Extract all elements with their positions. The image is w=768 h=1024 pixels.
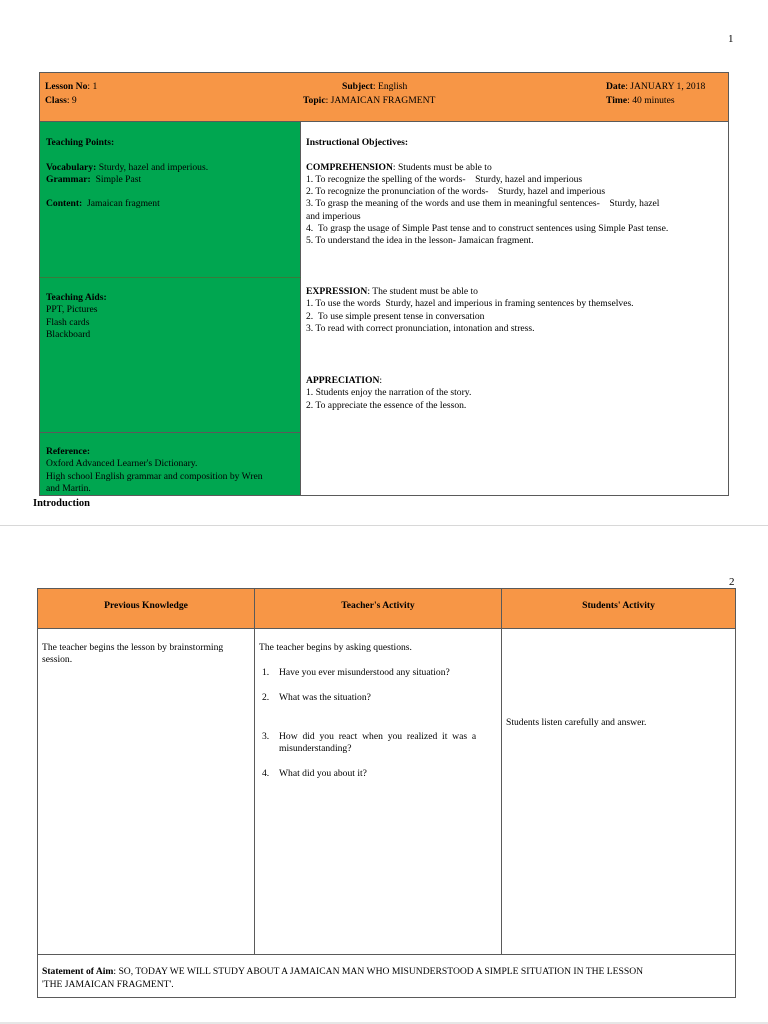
column-divider bbox=[501, 588, 502, 954]
teaching-aids bbox=[46, 292, 296, 341]
column-header-teachers-activity: Teacher's Activity bbox=[341, 600, 415, 611]
expression-label: EXPRESSION bbox=[306, 286, 368, 297]
class-label: Class bbox=[45, 95, 67, 106]
reference-item: and Martin. bbox=[46, 482, 91, 494]
column-divider bbox=[254, 588, 255, 954]
aid-item: Blackboard bbox=[46, 328, 91, 340]
lesson-no-value: : 1 bbox=[87, 81, 98, 92]
objective-item: 3. To grasp the meaning of the words and use them in meaningful sentences- Sturdy, hazel bbox=[306, 198, 660, 210]
comprehension-intro: : Students must be able to bbox=[392, 161, 492, 173]
grammar-value: Simple Past bbox=[90, 173, 142, 185]
vocabulary-value: Sturdy, hazel and imperious. bbox=[96, 161, 209, 173]
content-label: Content: bbox=[46, 198, 83, 210]
question-text: What did you about it? bbox=[279, 768, 367, 779]
question-number: 1. bbox=[262, 667, 270, 678]
topic-label: Topic bbox=[303, 95, 326, 106]
question-item bbox=[262, 768, 367, 780]
row-divider bbox=[37, 954, 736, 955]
objective-item: 2. To recognize the pronunciation of the words- Sturdy, hazel and imperious bbox=[306, 186, 606, 198]
grammar-label: Grammar: bbox=[46, 173, 91, 185]
question-item bbox=[262, 731, 477, 754]
reference-item: Oxford Advanced Learner's Dictionary. bbox=[46, 458, 198, 470]
class-value: : 9 bbox=[66, 95, 77, 106]
subject bbox=[342, 81, 407, 93]
page-number: 2 bbox=[729, 576, 735, 588]
page-number: 1 bbox=[728, 33, 734, 45]
time-label: Time bbox=[606, 95, 628, 106]
teaching-aids-title: Teaching Aids: bbox=[46, 292, 107, 303]
appreciation-objectives bbox=[306, 375, 726, 412]
introduction-heading: Introduction bbox=[33, 498, 90, 509]
question-number: 2. bbox=[262, 692, 270, 703]
teaching-points-title: Teaching Points: bbox=[46, 137, 115, 148]
question-text: Have you ever misunderstood any situation? bbox=[279, 667, 450, 678]
question-number: 4. bbox=[262, 768, 270, 779]
question-text: misunderstanding? bbox=[279, 743, 352, 754]
subject-value: : English bbox=[372, 81, 408, 92]
previous-knowledge-text bbox=[42, 642, 252, 667]
teaching-points bbox=[46, 137, 296, 211]
date-value: : JANUARY 1, 2018 bbox=[625, 81, 706, 92]
time bbox=[606, 95, 675, 107]
objectives-title: Instructional Objectives: bbox=[306, 137, 409, 148]
comprehension-label: COMPREHENSION bbox=[306, 161, 393, 173]
students-activity-text: Students listen carefully and answer. bbox=[506, 717, 647, 728]
reference-item: High school English grammar and composition by Wren bbox=[46, 470, 263, 482]
objective-item: 1. To recognize the spelling of the words- Sturdy, hazel and imperious bbox=[306, 173, 583, 185]
objective-item: 1. Students enjoy the narration of the story. bbox=[306, 387, 472, 399]
objective-item: 3. To read with correct pronunciation, intonation and stress. bbox=[306, 322, 535, 334]
class bbox=[45, 95, 77, 107]
content-value: Jamaican fragment bbox=[82, 198, 160, 210]
statement-of-aim bbox=[42, 966, 734, 991]
question-item bbox=[262, 692, 371, 704]
aid-item: Flash cards bbox=[46, 316, 90, 328]
question-item bbox=[262, 667, 450, 679]
time-value: : 40 minutes bbox=[627, 95, 675, 106]
lesson-no bbox=[45, 81, 97, 93]
aim-text: : SO, TODAY WE WILL STUDY ABOUT A JAMAICAN MAN WHO MISUNDERSTOOD A SIMPLE SITUATION IN THE LESSON bbox=[113, 966, 644, 977]
subject-label: Subject bbox=[342, 81, 373, 92]
objective-item: 2. To appreciate the essence of the lesson. bbox=[306, 399, 467, 411]
objective-item: 4. To grasp the usage of Simple Past tense and to construct sentences using Simple Past tense. bbox=[306, 223, 669, 235]
question-number: 3. bbox=[262, 731, 270, 742]
question-text: How did you react when you realized it was a bbox=[279, 731, 477, 742]
page-separator bbox=[0, 525, 768, 526]
teacher-intro: The teacher begins by asking questions. bbox=[259, 642, 412, 653]
objective-item: 1. To use the words Sturdy, hazel and imperious in framing sentences by themselves. bbox=[306, 298, 634, 310]
expression-objectives bbox=[306, 286, 726, 335]
column-header-previous-knowledge: Previous Knowledge bbox=[104, 600, 188, 611]
cell-divider bbox=[39, 277, 301, 278]
text-line: session. bbox=[42, 654, 73, 666]
objective-item: and imperious bbox=[306, 210, 361, 222]
reference bbox=[46, 446, 300, 495]
appreciation-label: APPRECIATION bbox=[306, 375, 380, 386]
lesson-no-label: Lesson No bbox=[45, 81, 88, 92]
date bbox=[606, 81, 705, 93]
objective-item: 5. To understand the idea in the lesson- Jamaican fragment. bbox=[306, 235, 534, 247]
topic-value: : JAMAICAN FRAGMENT bbox=[325, 95, 436, 106]
vocabulary-label: Vocabulary: bbox=[46, 161, 97, 173]
column-header-students-activity: Students' Activity bbox=[582, 600, 655, 611]
aid-item: PPT, Pictures bbox=[46, 304, 98, 316]
reference-title: Reference: bbox=[46, 446, 91, 457]
appreciation-intro: : bbox=[379, 375, 383, 386]
aim-label: Statement of Aim bbox=[42, 966, 114, 977]
date-label: Date bbox=[606, 81, 626, 92]
topic bbox=[303, 95, 435, 107]
instructional-objectives bbox=[306, 137, 726, 248]
expression-intro: : The student must be able to bbox=[367, 286, 478, 297]
aim-text: 'THE JAMAICAN FRAGMENT'. bbox=[42, 978, 174, 990]
text-line: The teacher begins the lesson by brainstorming bbox=[42, 642, 224, 653]
question-text: What was the situation? bbox=[279, 692, 371, 703]
objective-item: 2. To use simple present tense in conversation bbox=[306, 310, 485, 322]
